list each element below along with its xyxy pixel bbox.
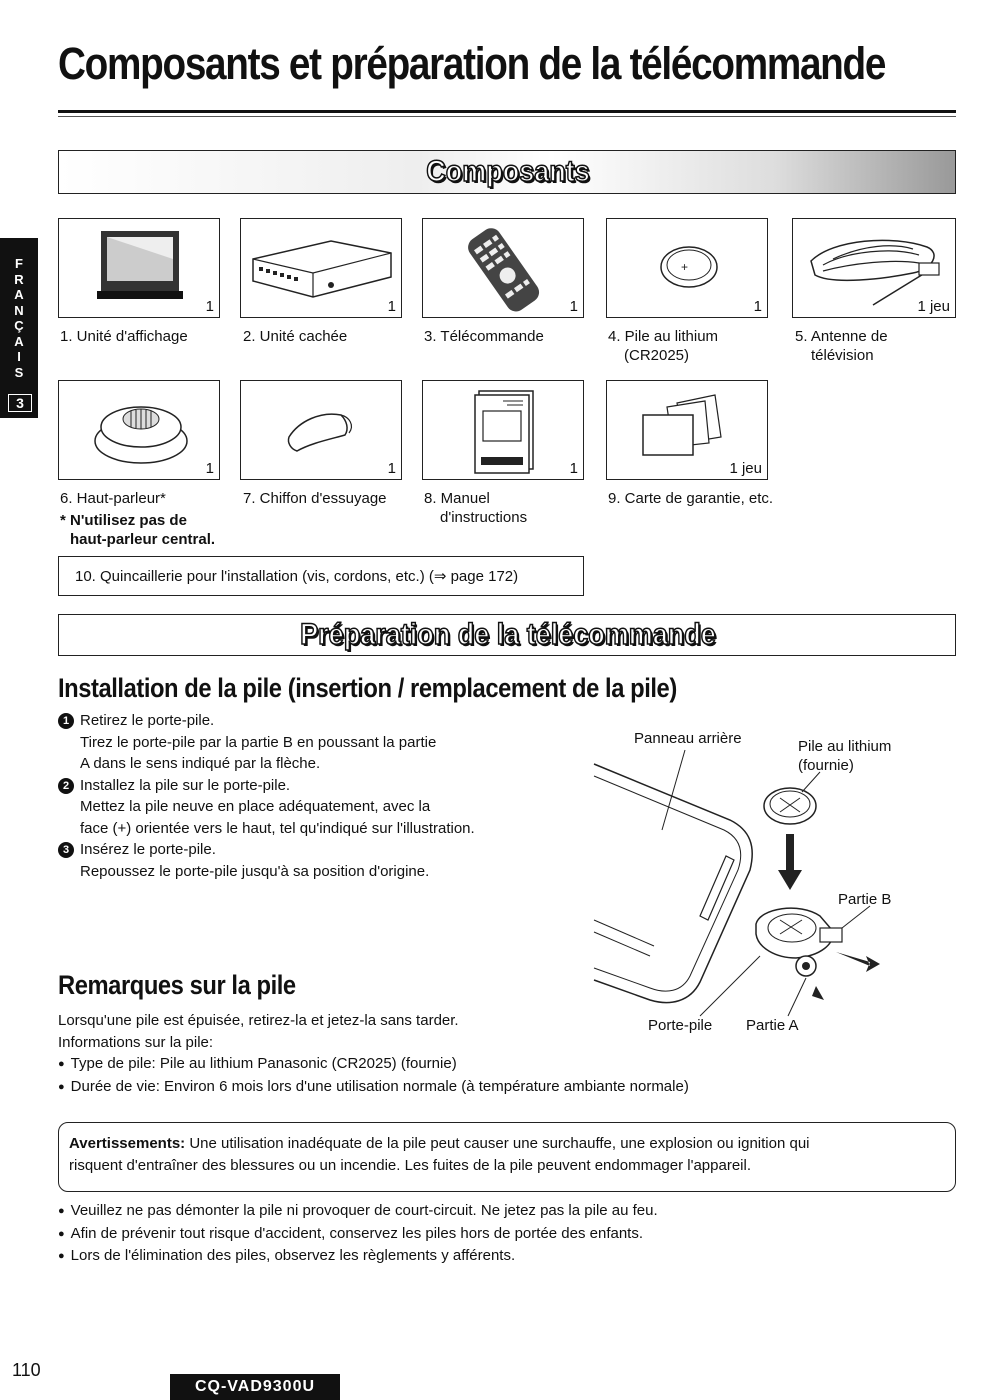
side-tab-page: 3 (8, 394, 32, 412)
component-hidden-unit (240, 218, 402, 318)
component-warranty (606, 380, 768, 480)
language-side-tab (0, 238, 38, 418)
notes-bullet: ● Durée de vie: Environ 6 mois lors d'une utilisation normale (à température ambiante normale) (58, 1076, 689, 1099)
step-title: Installez la pile sur le porte-pile. (80, 776, 291, 794)
components-banner (58, 150, 956, 194)
battery-notes-body (58, 1010, 689, 1098)
qty-label: 1 (205, 298, 214, 315)
caption-manual (424, 489, 527, 527)
install-steps (58, 710, 475, 882)
side-tab-letter: Ç (14, 318, 24, 333)
caption-battery (608, 327, 718, 365)
label-battery-line: Pile au lithium (798, 738, 892, 755)
component-remote (422, 218, 584, 318)
step-number: 1 (58, 713, 74, 729)
side-tab-letter: S (14, 364, 24, 380)
install-heading: Installation de la pile (insertion / remplacement de la pile) (58, 673, 677, 703)
component-tv-antenna (792, 218, 956, 318)
caption-line: 8. Manuel (424, 490, 490, 507)
hardware-box (58, 556, 584, 596)
caption-line: 5. Antenne de (795, 328, 888, 345)
speaker-icon (59, 381, 219, 479)
component-cloth (240, 380, 402, 480)
qty-label: 1 (569, 460, 578, 477)
caption-line: 4. Pile au lithium (608, 328, 719, 345)
side-tab-letter: A (14, 333, 24, 349)
qty-label: 1 (205, 460, 214, 477)
hardware-caption: 10. Quincaillerie pour l'installation (vis, cordons, etc.) (⇒ page 172) (75, 568, 519, 585)
step-number: 3 (58, 842, 74, 858)
side-tab-letter: A (14, 287, 24, 302)
qty-label: 1 (753, 298, 762, 315)
component-manual (422, 380, 584, 480)
notes-intro-line: Informations sur la pile: (58, 1033, 214, 1051)
caption-line: télévision (811, 347, 874, 364)
page-title: Composants et préparation de la télécommande (58, 38, 886, 89)
warning-line: Une utilisation inadéquate de la pile peut causer une surchauffe, une explosion ou ignition qui (185, 1135, 810, 1152)
side-tab-letter: I (17, 349, 21, 364)
speaker-note-line: haut-parleur central. (70, 531, 216, 548)
manual-icon (423, 381, 583, 479)
qty-label: 1 (387, 460, 396, 477)
component-speaker (58, 380, 220, 480)
warning-label: Avertissements: (69, 1135, 186, 1152)
caption-line: 9. Carte de garantie, etc. (608, 490, 774, 507)
caption-line: 7. Chiffon d'essuyage (243, 490, 387, 507)
side-tab-letter: F (15, 256, 23, 271)
title-rule-thin (58, 116, 956, 117)
page-number: 110 (12, 1360, 41, 1380)
battery-notes-heading: Remarques sur la pile (58, 970, 296, 1000)
caption-line: d'instructions (440, 509, 528, 526)
final-bullet: ● Afin de prévenir tout risque d'accident, conservez les piles hors de portée des enfants. (58, 1223, 658, 1246)
step-line: face (+) orientée vers le haut, tel qu'indiqué sur l'illustration. (80, 819, 475, 837)
label-part-b: Partie B (838, 891, 892, 908)
cleaning-cloth-icon (241, 381, 401, 479)
caption-cloth (243, 489, 387, 508)
notes-bullet: ● Type de pile: Pile au lithium Panasonic (CR2025) (fournie) (58, 1053, 689, 1076)
qty-label: 1 jeu (729, 460, 762, 477)
label-battery-line: (fournie) (798, 757, 854, 774)
caption-hidden-unit (243, 327, 347, 346)
component-battery (606, 218, 768, 318)
side-tab-letter: R (14, 271, 24, 287)
label-battery (798, 737, 891, 775)
caption-remote (424, 327, 544, 346)
step-number: 2 (58, 778, 74, 794)
step-title: Retirez le porte-pile. (80, 712, 215, 729)
caption-line: (CR2025) (624, 347, 690, 364)
remote-control-icon (423, 219, 583, 317)
svg-text:+: + (681, 260, 689, 274)
caption-speaker (60, 489, 166, 508)
preparation-heading: Préparation de la télécommande (300, 618, 716, 651)
qty-label: 1 (569, 298, 578, 315)
display-unit-icon (59, 219, 219, 317)
component-display-unit (58, 218, 220, 318)
notes-intro-line: Lorsqu'une pile est épuisée, retirez-la et jetez-la sans tarder. (58, 1012, 459, 1029)
caption-warranty (608, 489, 773, 508)
battery-icon (607, 219, 767, 317)
qty-label: 1 (387, 298, 396, 315)
final-bullet: ● Lors de l'élimination des piles, observez les règlements y afférents. (58, 1245, 658, 1268)
speaker-note (60, 511, 215, 549)
caption-line: 1. Unité d'affichage (60, 328, 188, 345)
step-line: Mettez la pile neuve en place adéquatement, avec la (80, 798, 431, 815)
step-2 (58, 775, 475, 797)
side-tab-letters (0, 256, 38, 380)
qty-label: 1 jeu (917, 298, 950, 315)
step-3 (58, 839, 475, 861)
model-badge: CQ-VAD9300U (170, 1374, 340, 1400)
hidden-unit-icon (241, 219, 401, 317)
warning-text (69, 1133, 810, 1176)
title-rule (58, 110, 956, 113)
step-line: Repoussez le porte-pile jusqu'à sa position d'origine. (80, 862, 430, 880)
label-part-a: Partie A (746, 1017, 799, 1034)
preparation-banner (58, 614, 956, 656)
warning-box (58, 1122, 956, 1192)
components-heading: Composants (426, 155, 590, 188)
step-line: Tirez le porte-pile par la partie B en poussant la partie (80, 733, 437, 751)
caption-line: 6. Haut-parleur* (60, 490, 166, 507)
caption-tv-antenna (795, 327, 888, 365)
final-bullets (58, 1200, 658, 1268)
step-title: Insérez le porte-pile. (80, 841, 216, 858)
side-tab-letter: N (14, 302, 24, 318)
warning-line: risquent d'entraîner des blessures ou un incendie. Les fuites de la pile peuvent endommager l'appareil. (69, 1156, 751, 1174)
caption-line: 3. Télécommande (424, 328, 544, 345)
step-1 (58, 710, 475, 732)
final-bullet: ● Veuillez ne pas démonter la pile ni provoquer de court-circuit. Ne jetez pas la pile au feu. (58, 1200, 658, 1223)
label-holder: Porte-pile (648, 1017, 713, 1034)
label-rear-panel: Panneau arrière (634, 730, 742, 747)
step-line: A dans le sens indiqué par la flèche. (80, 755, 321, 772)
caption-display-unit (60, 327, 188, 346)
speaker-note-line: * N'utilisez pas de (60, 512, 187, 529)
caption-line: 2. Unité cachée (243, 328, 348, 345)
